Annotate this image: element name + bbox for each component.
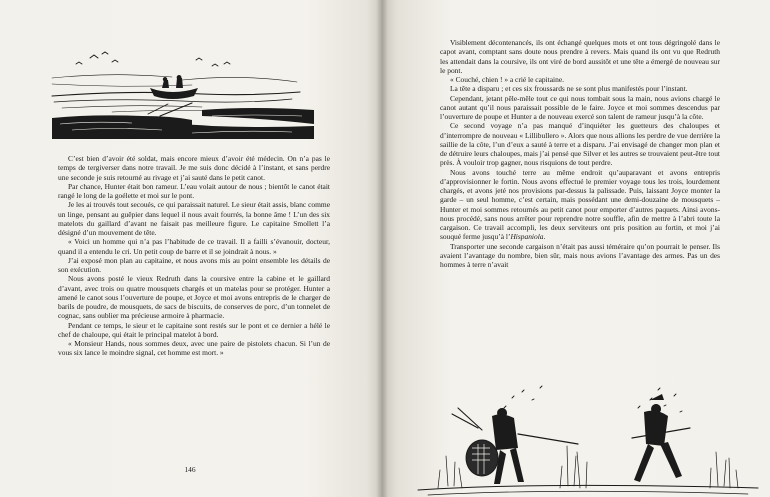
fighting-pirates-illustration <box>418 378 758 497</box>
ship-name: Hispaniola <box>510 232 544 242</box>
rowboat-illustration <box>52 44 314 139</box>
paragraph: C’est bien d’avoir été soldat, mais encore mieux d’avoir été médecin. On n’a pas le temps de tergiverser dans notre travail. Je me suis donc décidé à l’instant, et sans perdre une seconde je suis retourné au rivage et j’ai sauté dans le petit canot. <box>58 154 330 182</box>
left-page <box>0 0 382 497</box>
paragraph: Nous avons posté le vieux Redruth dans la coursive entre la cabine et le gaillard d’avant, avec trois ou quatre mousquets chargés et un matelas pour se protéger. Hunter a amené le canot sous l’ouverture de poupe, et Joyce et moi avons entrepris de le charger de barils de poudre, de mousquets, de sacs de biscuits, de conserves de porc, d’un tonnelet de cognac, sans oublier ma précieuse armoire à pharmacie. <box>58 274 330 321</box>
paragraph: « Monsieur Hands, nous sommes deux, avec une paire de pistolets chacun. Si l’un de vous six lance le moindre signal, cet homme est mort. » <box>58 339 330 358</box>
paragraph: Par chance, Hunter était bon rameur. L’eau volait autour de nous ; bientôt le canot était rangé le long de la goélette et moi sur le pont. <box>58 181 330 200</box>
book-gutter <box>376 0 388 497</box>
paragraph: Je les ai trouvés tout secoués, ce qui paraissait naturel. Le sieur était assis, blanc comme un linge, pensant au guêpier dans lequel il nous avait fourrés, la bonne âme ! L’un des six matelots du gaillard d’avant ne faisait pas meilleure figure. Le capitaine Smollett l’a désigné d’un mouvement de tête. <box>58 200 330 237</box>
paragraph: La tête a disparu ; et ces six froussards ne se sont plus manifestés pour l’instant. <box>450 84 688 94</box>
paragraph: « Couché, chien ! » a crié le capitaine. <box>450 75 564 84</box>
paragraph-end: . <box>543 232 546 242</box>
paragraph: Visiblement décontenancés, ils ont échangé quelques mots et ont tous dégringolé dans le capot avant, comptant sans doute nous prendre à revers. Mais quand ils ont vu que Redruth les attendait dans la coursive, ils ont viré de bord aussitôt et une tête a émergé de nouveau sur le pont. <box>440 38 720 75</box>
right-page <box>382 0 770 497</box>
page-number: 146 <box>184 465 196 474</box>
left-page-text <box>58 154 330 358</box>
paragraph: Transporter une seconde cargaison n’était pas aussi téméraire qu’on pourrait le penser. Ils avaient l’avantage du nombre, bien sûr, mais nous avions l’avantage des armes. Pas un des hommes à terre n’avait <box>440 241 720 269</box>
paragraph: « Voici un homme qui n’a pas l’habitude de ce travail. Il a failli s’évanouir, docteur, quand il a entendu le cri. Un petit coup de barre et il se joindrait à nous. » <box>58 237 330 256</box>
paragraph-text: Nous avons touché terre au même endroit qu’auparavant et avons entrepris d’approvisionner le fortin. Nous avons effectué le premier voyage tous les trois, lourdement chargés, et avons jeté nos provisions par-dessus la palissade. Puis, laissant Joyce monter la garde – un seul homme, c’est certain, mais possédant une demi-douzaine de mousquets – Hunter et moi sommes retournés au petit canot pour emporter d’autres paquets. Ainsi avons-nous procédé, sans nous arrêter pour reprendre notre souffle, afin de mettre à l’abri toute la cargaison. Ce travail accompli, les deux serviteurs ont pris position au fortin, et moi j’ai souqué ferme jusqu’à l’ <box>440 167 720 242</box>
paragraph: J’ai exposé mon plan au capitaine, et nous avons mis au point ensemble les détails de son exécution. <box>58 255 330 274</box>
paragraph <box>440 168 720 242</box>
paragraph: Cependant, jetant pêle-mêle tout ce qui nous tombait sous la main, nous avions chargé le canot autant qu’il nous paraissait possible de le faire. Joyce et moi sommes descendus par l’ouverture de poupe et Hunter a de nouveau exercé son talent de rameur jusqu’à la côte. <box>440 93 720 121</box>
paragraph: Ce second voyage n’a pas manqué d’inquiéter les guetteurs des chaloupes et d’interrompre de nouveau « Lillibullero ». Alors que nous allions les perdre de vue derrière la saillie de la côte, l’un d’eux a sauté à terre et a disparu. J’ai envisagé de changer mon plan et de détruire leurs chaloupes, mais j’ai pensé que Silver et les autres se trouvaient peut-être tout près. À vouloir trop gagner, nous risquions de tout perdre. <box>440 121 720 168</box>
paragraph: Pendant ce temps, le sieur et le capitaine sont restés sur le pont et ce dernier a hélé le chef de chaloupe, qui était le principal matelot à bord. <box>58 320 330 339</box>
right-page-text <box>440 38 720 269</box>
